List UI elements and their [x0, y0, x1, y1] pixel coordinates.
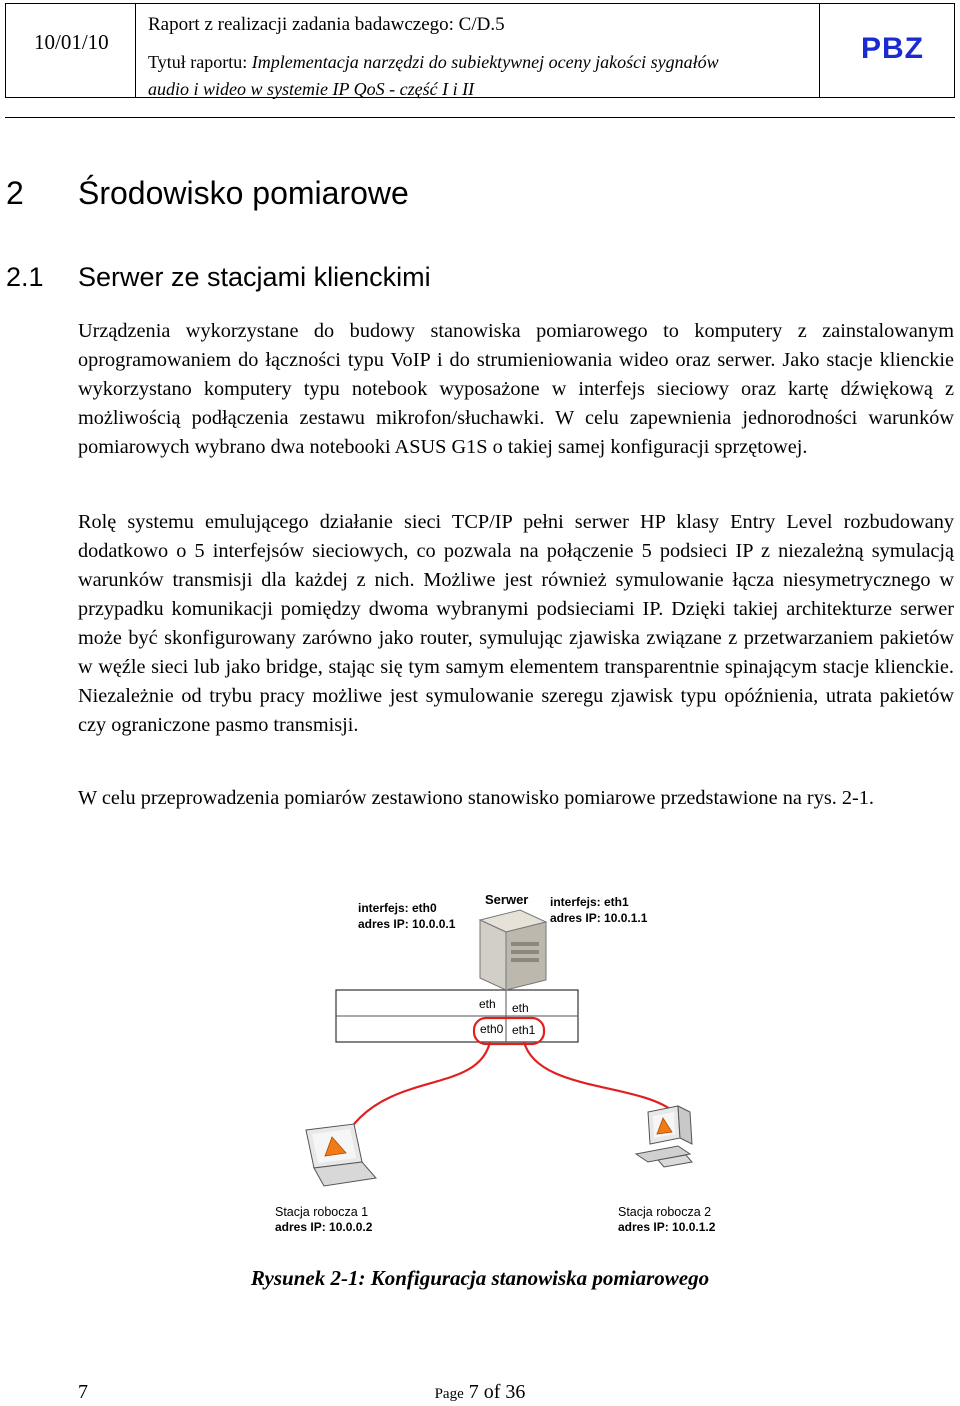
header-divider — [5, 117, 955, 118]
network-diagram — [258, 862, 770, 1244]
port-label-b: eth — [512, 1001, 529, 1015]
port-label-eth0: eth0 — [480, 1022, 504, 1036]
subtitle-prefix: Tytuł raportu: — [148, 52, 252, 72]
paragraph-1: Urządzenia wykorzystane do budowy stanowiska pomiarowego to komputery z zainstalowanym oprogramowaniem do łączności typu VoIP i do strumieniowania wideo oraz serwer. Jako stacje klienckie wykorzystano komputery typu notebook wyposażone w interfejs sieciowy oraz kartę dźwiękową z możliwością podłączenia zestawu mikrofon/słuchawki. W celu zapewnienia jednorodności warunków pomiarowych wybrano dwa notebooki ASUS G1S o takiej samej konfiguracji sprzętowej. — [78, 320, 954, 458]
if0-line2: adres IP: 10.0.0.1 — [358, 917, 456, 931]
if0-line1: interfejs: eth0 — [358, 901, 437, 915]
station2-name: Stacja robocza 2 — [618, 1205, 712, 1219]
report-subtitle — [148, 49, 808, 103]
page-word: Page — [434, 1386, 464, 1402]
pbz-logo: PBZ — [861, 32, 924, 65]
subtitle-italic-1: Implementacja narzędzi do subiektywnej oceny jakości sygnałów — [251, 52, 719, 72]
figure-caption: Rysunek 2-1: Konfiguracja stanowiska pomiarowego — [250, 1266, 710, 1290]
subsection-title: Serwer ze stacjami klienckimi — [78, 262, 431, 292]
if1-line1: interfejs: eth1 — [550, 895, 629, 909]
header-logo-cell — [819, 4, 954, 97]
page-of: 7 of 36 — [468, 1381, 526, 1403]
port-label-a: eth — [479, 997, 496, 1011]
section-heading — [6, 175, 409, 212]
subtitle-italic-2: audio i wideo w systemie IP QoS - część I i II — [148, 79, 475, 99]
section-title: Środowisko pomiarowe — [78, 175, 409, 211]
header-date: 10/01/10 — [34, 30, 109, 54]
server-label: Serwer — [485, 892, 529, 907]
port-label-eth1: eth1 — [512, 1023, 536, 1037]
station1-name: Stacja robocza 1 — [275, 1205, 369, 1219]
station1-ip: adres IP: 10.0.0.2 — [275, 1220, 373, 1234]
section-number: 2 — [6, 175, 24, 211]
paragraph-3: W celu przeprowadzenia pomiarów zestawiono stanowisko pomiarowe przedstawione na rys. 2-1. — [78, 787, 874, 809]
paragraph-2: Rolę systemu emulującego działanie sieci TCP/IP pełni serwer HP klasy Entry Level rozbudowany dodatkowo o 5 interfejsów sieciowych, co pozwala na połączenie 5 podsieci IP z niezależną symulacją warunków transmisji dla każdej z nich. Możliwe jest również symulowanie łącza niesymetrycznego w przypadku komunikacji pomiędzy dwoma wybranymi podsieciami IP. Dzięki takiej architekturze serwer może być skonfigurowany zarówno jako router, symulując zjawiska związane z przetwarzaniem pakietów w węźle sieci lub jako bridge, stając się tym samym elementem transparentnie spinającym stacje klienckie. Niezależnie od trybu pracy możliwe jest symulowanie szeregu zjawisk typu opóźnienia, utrata pakietów czy ograniczone pasmo transmisji. — [78, 511, 954, 736]
station2-ip: adres IP: 10.0.1.2 — [618, 1220, 716, 1234]
report-header — [5, 3, 955, 98]
report-title: Raport z realizacji zadania badawczego: C/D.5 — [148, 14, 505, 35]
server-icon — [480, 910, 546, 990]
if1-line2: adres IP: 10.0.1.1 — [550, 911, 648, 925]
subsection-heading — [6, 262, 431, 293]
subsection-number: 2.1 — [6, 262, 44, 292]
page-counter — [0, 1381, 960, 1404]
header-date-cell — [6, 4, 136, 97]
page-number: 7 — [78, 1381, 88, 1403]
